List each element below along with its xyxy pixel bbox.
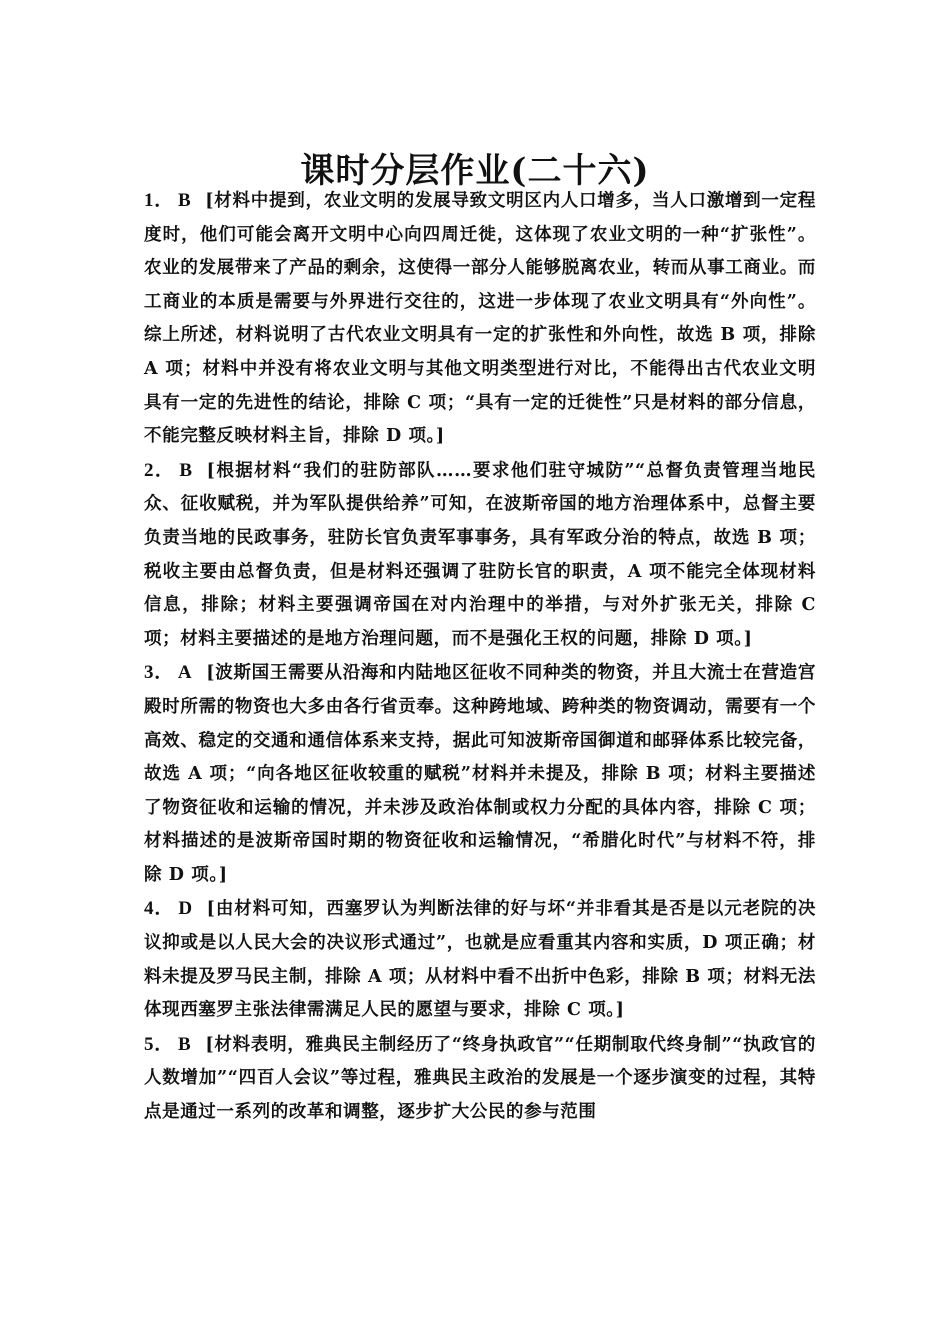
answer-item-2 [144, 454, 816, 657]
answer-explanation: [材料表明，雅典民主制经历了“终身执政官”“任期制取代终身制”“执政官的人数增加”“四百人会议”等过程，雅典民主政治的发展是一个逐步演变的过程，其特点是通过一系列的改革和调整，逐步扩大公民的参与范围 [144, 1034, 817, 1123]
answer-item-3 [144, 656, 816, 892]
answer-number: 3． [144, 662, 174, 684]
answer-number: 1． [144, 190, 174, 211]
answer-choice: D [178, 898, 193, 920]
answer-explanation: [材料中提到，农业文明的发展导致文明区内人口增多，当人口激增到一定程度时，他们可能会离开文明中心向四周迁徙，这体现了农业文明的一种“扩张性”。农业的发展带来了产品的剩余，这使得一部分人能够脱离农业，转而从事工商业。而工商业的本质是需要与外界进行交往的，这进一步体现了农业文明具有“外向性”。综上所述，材料说明了古代农业文明具有一定的扩张性和外向性，故选 B 项，排除 A 项；材料中并没有将农业文明与其他文明类型进行对比，不能得出古代农业文明具有一定的先进性的结论，排除 C 项；“具有一定的迁徙性”只是材料的部分信息，不能完整反映材料主旨，排除 D 项。] [144, 191, 816, 447]
answer-item-5 [144, 1028, 816, 1130]
answer-choice: A [177, 662, 193, 684]
page-title: 课时分层作业(二十六) [300, 150, 650, 191]
answer-list [144, 184, 816, 1130]
answer-number: 4． [144, 898, 175, 920]
answer-choice: B [178, 1033, 192, 1055]
answer-choice: B [177, 190, 192, 211]
answer-item-1 [144, 184, 816, 454]
answer-item-4 [144, 892, 816, 1027]
answer-choice: B [179, 459, 193, 481]
answer-explanation: [波斯国王需要从沿海和内陆地区征收不同种类的物资，并且大流士在营造宫殿时所需的物资也大多由各行省贡奉。这种跨地域、跨种类的物资调动，需要有一个高效、稳定的交通和通信体系来支持，据此可知波斯帝国御道和邮驿体系比较完备，故选 A 项；“向各地区征收较重的赋税”材料并未提及，排除 B 项；材料主要描述了物资征收和运输的情况，并未涉及政治体制或权力分配的具体内容，排除 C 项；材料描述的是波斯帝国时期的物资征收和运输情况，“希腊化时代”与材料不符，排除 D 项。] [144, 663, 816, 885]
answer-number: 2． [144, 459, 176, 481]
answer-explanation: [根据材料“我们的驻防部队……要求他们驻守城防”“总督负责管理当地民众、征收赋税，并为军队提供给养”可知，在波斯帝国的地方治理体系中，总督主要负责当地的民政事务，驻防长官负责军事事务，具有军政分治的特点，故选 B 项；税收主要由总督负责，但是材料还强调了驻防长官的职责，A 项不能完全体现材料信息，排除；材料主要强调帝国在对内治理中的举措，与对外扩张无关，排除 C 项；材料主要描述的是地方治理问题，而不是强化王权的问题，排除 D 项。] [144, 460, 816, 649]
answer-number: 5． [144, 1033, 175, 1055]
answer-explanation: [由材料可知，西塞罗认为判断法律的好与坏“并非看其是否是以元老院的决议抑或是以人民大会的决议形式通过”，也就是应看重其内容和实质，D 项正确；材料未提及罗马民主制，排除 A 项；从材料中看不出折中色彩，排除 B 项；材料无法体现西塞罗主张法律需满足人民的愿望与要求，排除 C 项。] [144, 899, 816, 1021]
